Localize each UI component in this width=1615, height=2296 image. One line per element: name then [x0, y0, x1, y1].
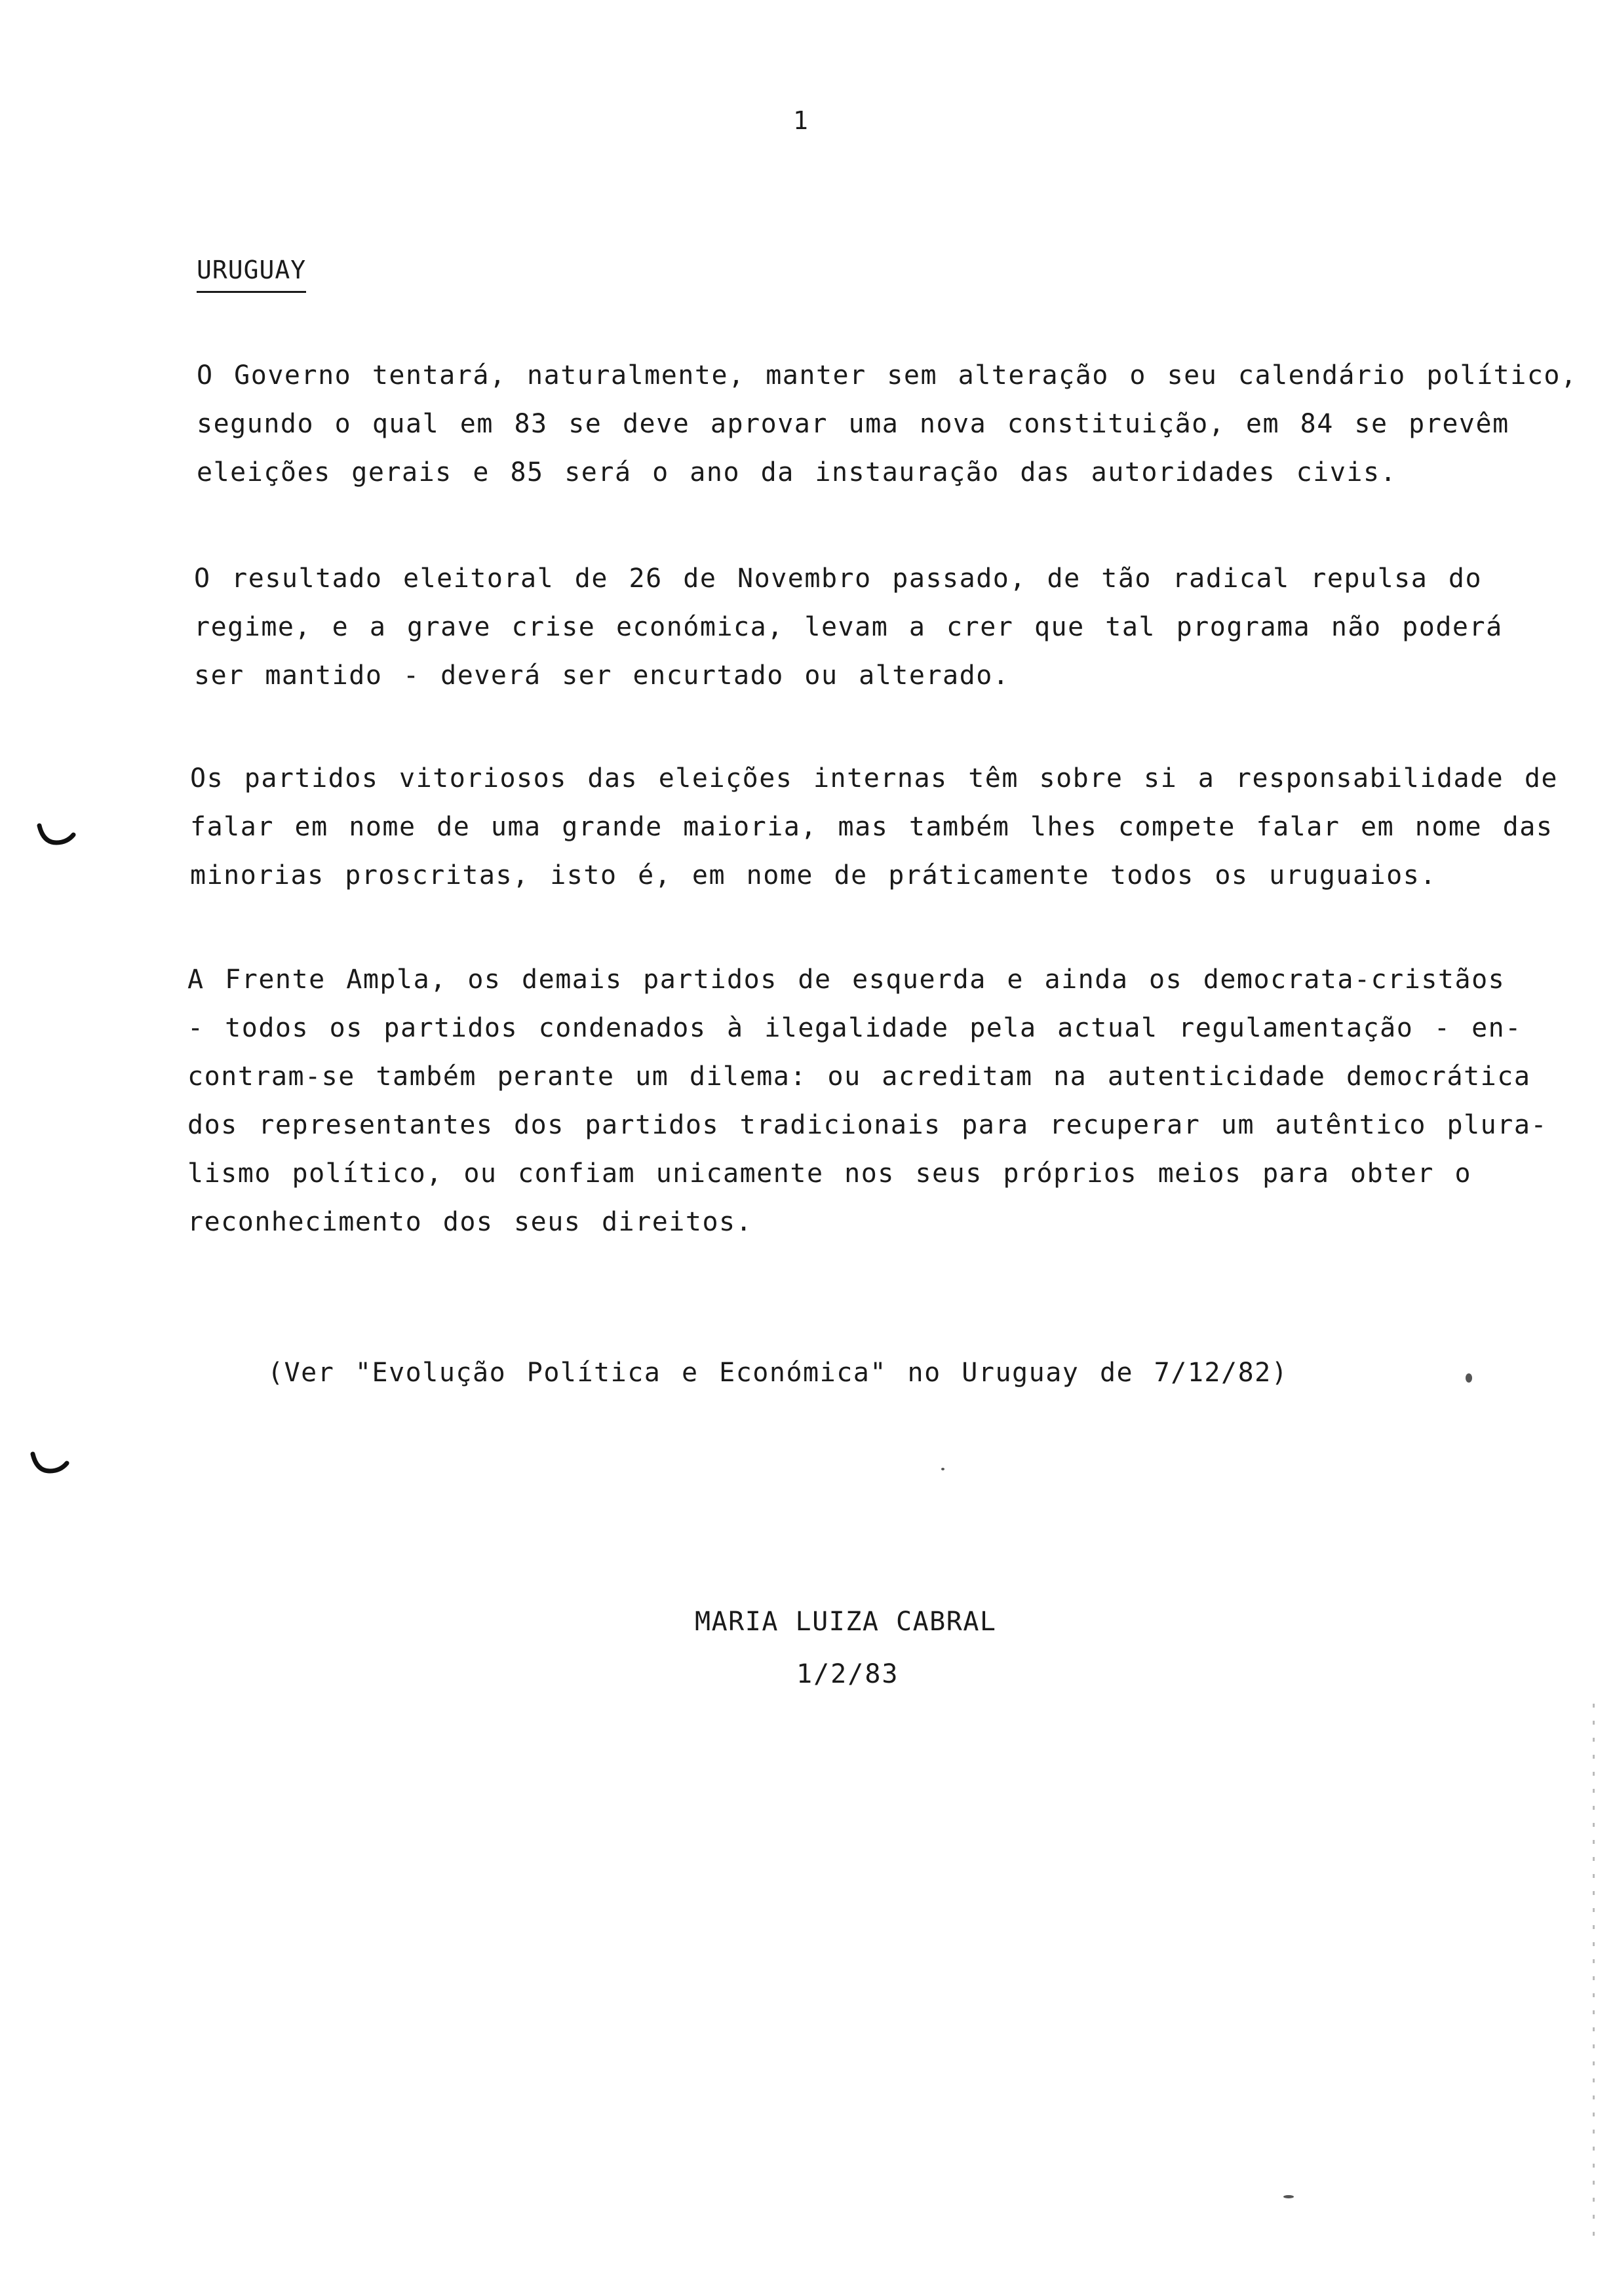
- signature-date: 1/2/83: [796, 1659, 899, 1689]
- paragraph-2-line-2: regime, e a grave crise económica, levam a crer que tal programa não poderá: [194, 612, 1503, 642]
- paragraph-1-line-1: O Governo tentará, naturalmente, manter sem alteração o seu calendário político,: [197, 360, 1578, 391]
- punch-hole-mark-icon: [37, 823, 76, 845]
- paragraph-3-line-2: falar em nome de uma grande maioria, mas também lhes compete falar em nome das: [190, 812, 1553, 842]
- page-number: 1: [793, 106, 809, 135]
- paragraph-3-line-3: minorias proscritas, isto é, em nome de práticamente todos os uruguaios.: [190, 860, 1437, 890]
- document-heading: URUGUAY: [197, 256, 306, 293]
- paragraph-1: [197, 351, 1578, 497]
- scan-speck: [1466, 1373, 1472, 1383]
- paragraph-4-line-5: lismo político, ou confiam unicamente nos seus próprios meios para obter o: [187, 1158, 1472, 1189]
- scan-speck: [1283, 2195, 1294, 2198]
- paragraph-4-line-1: A Frente Ampla, os demais partidos de esquerda e ainda os democrata-cristãos: [187, 965, 1506, 995]
- paragraph-2: [194, 554, 1531, 700]
- paragraph-3-line-1: Os partidos vitoriosos das eleições internas têm sobre si a responsabilidade de: [190, 763, 1558, 794]
- paragraph-4-line-4: dos representantes dos partidos tradicionais para recuperar um autêntico plura-: [187, 1110, 1547, 1140]
- paragraph-4: [187, 955, 1547, 1246]
- paragraph-2-line-3: ser mantido - deverá ser encurtado ou alterado.: [194, 660, 1010, 691]
- scan-speck: [941, 1468, 944, 1470]
- punch-hole-mark-icon: [30, 1451, 69, 1474]
- scan-edge-line: [1593, 1704, 1595, 2241]
- signature-name: MARIA LUIZA CABRAL: [695, 1607, 997, 1637]
- paragraph-4-line-3: contram-se também perante um dilema: ou acreditam na autenticidade democrática: [187, 1062, 1531, 1092]
- paragraph-4-line-6: reconhecimento dos seus direitos.: [187, 1207, 753, 1237]
- reference-note: (Ver "Evolução Política e Económica" no Uruguay de 7/12/82): [267, 1358, 1289, 1388]
- paragraph-1-line-2: segundo o qual em 83 se deve aprovar uma nova constituição, em 84 se prevêm: [197, 409, 1509, 439]
- paragraph-3: [190, 754, 1558, 900]
- paragraph-2-line-1: O resultado eleitoral de 26 de Novembro passado, de tão radical repulsa do: [194, 564, 1483, 594]
- paragraph-1-line-3: eleições gerais e 85 será o ano da instauração das autoridades civis.: [197, 457, 1397, 488]
- paragraph-4-line-2: - todos os partidos condenados à ilegalidade pela actual regulamentação - en-: [187, 1013, 1522, 1043]
